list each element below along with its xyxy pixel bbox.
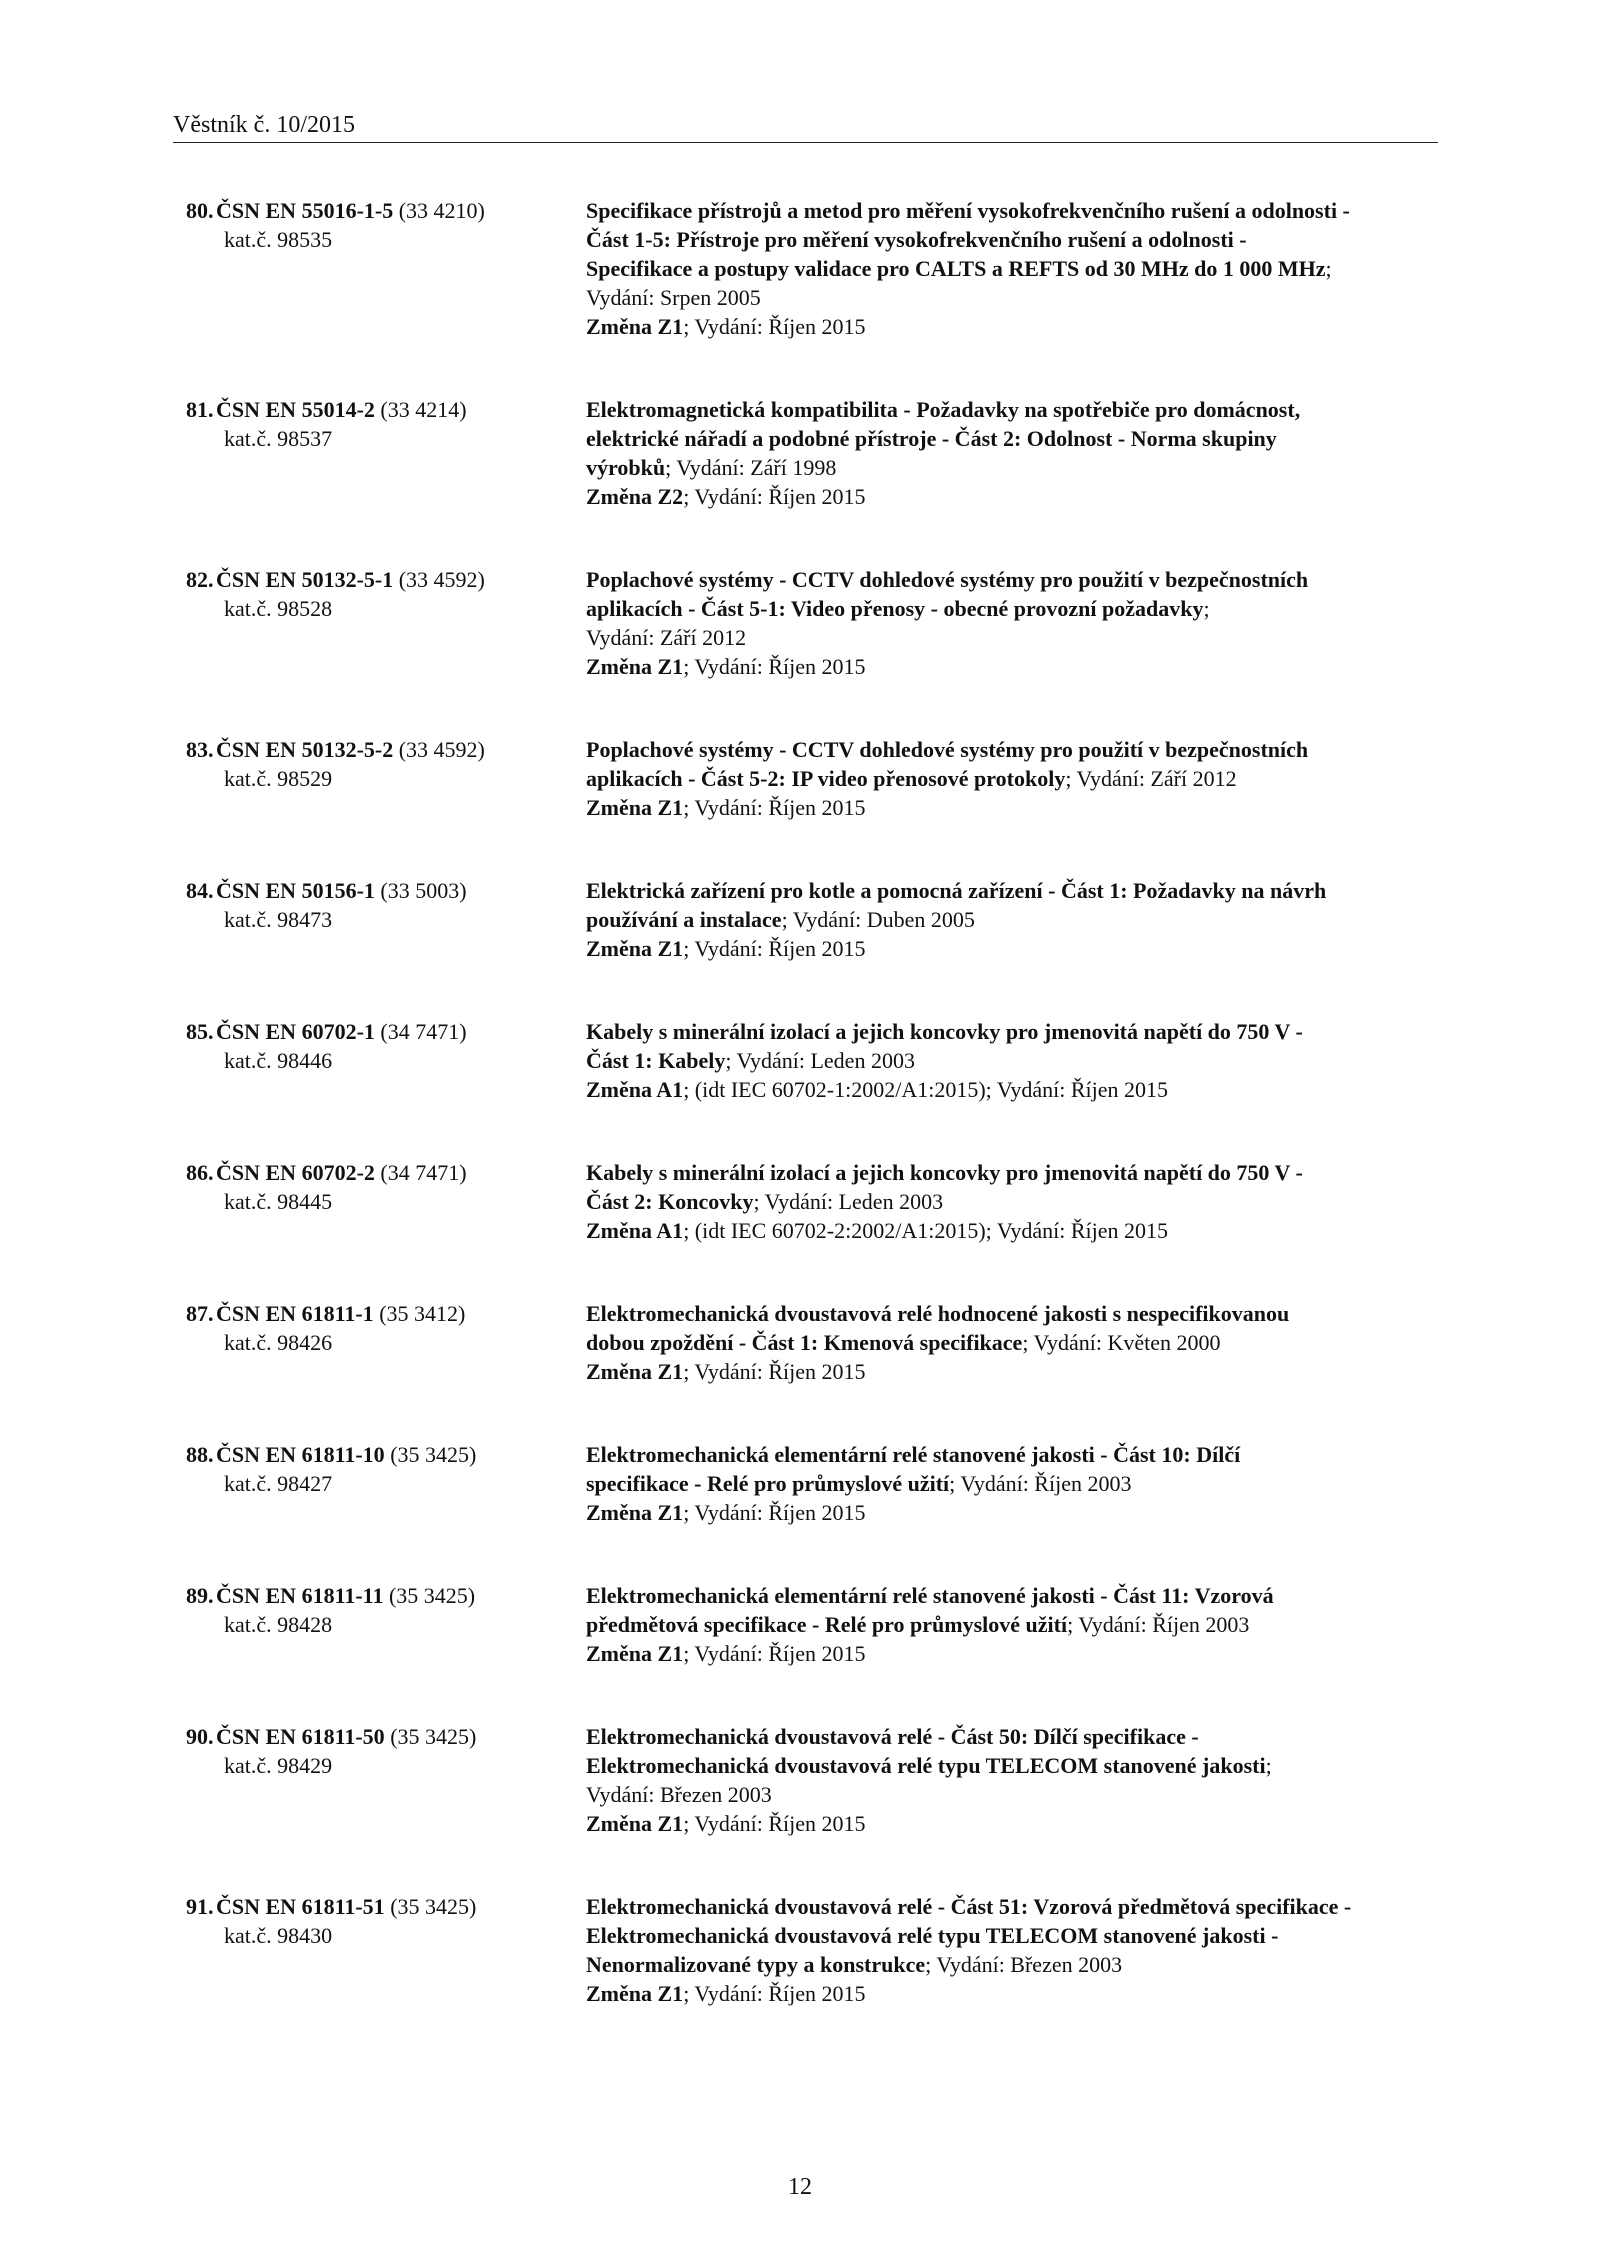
detail-text: ; Vydání: Říjen 2015 xyxy=(683,795,866,820)
classification-code: (33 4592) xyxy=(398,737,485,762)
entry-identifier xyxy=(186,735,566,793)
detail-text: ; Vydání: Říjen 2015 xyxy=(683,314,866,339)
description-line xyxy=(586,395,1446,424)
title-text: Část 1-5: Přístroje pro měření vysokofrekvenčního rušení a odolnosti - xyxy=(586,227,1247,252)
detail-text: ; Vydání: Březen 2003 xyxy=(925,1952,1123,1977)
entry-number: 82. xyxy=(186,567,214,592)
detail-text: ; Vydání: Říjen 2003 xyxy=(1067,1612,1250,1637)
title-text: používání a instalace xyxy=(586,907,782,932)
entry-description xyxy=(586,395,1446,511)
standard-code: ČSN EN 61811-50 xyxy=(216,1724,385,1749)
title-text: Poplachové systémy - CCTV dohledové systémy pro použití v bezpečnostních xyxy=(586,737,1309,762)
entry-description xyxy=(586,876,1446,963)
detail-text: ; Vydání: Květen 2000 xyxy=(1022,1330,1221,1355)
bulletin-title: Věstník č. 10/2015 xyxy=(173,112,355,138)
standard-code: ČSN EN 61811-11 xyxy=(216,1583,384,1608)
entry-code-line xyxy=(186,1017,566,1046)
classification-code: (33 4214) xyxy=(380,397,467,422)
classification-code: (35 3425) xyxy=(388,1583,476,1608)
detail-text: ; Vydání: Říjen 2015 xyxy=(683,1641,866,1666)
detail-text: ; Vydání: Říjen 2015 xyxy=(683,936,866,961)
entry-number: 88. xyxy=(186,1442,214,1467)
title-text: Změna Z1 xyxy=(586,1981,684,2006)
entry-description xyxy=(586,196,1446,341)
catalog-number: kat.č. 98428 xyxy=(224,1612,333,1637)
standard-entry xyxy=(0,1581,1600,1668)
standard-entry xyxy=(0,565,1600,681)
classification-code: (33 5003) xyxy=(380,878,467,903)
standard-code: ČSN EN 55016-1-5 xyxy=(216,198,394,223)
classification-code: (34 7471) xyxy=(380,1019,467,1044)
classification-code: (35 3425) xyxy=(390,1894,477,1919)
title-text: Elektromechanická elementární relé stanovené jakosti - Část 11: Vzorová xyxy=(586,1583,1274,1608)
detail-text: ; Vydání: Říjen 2015 xyxy=(683,1359,866,1384)
standard-entry xyxy=(0,1892,1600,2008)
detail-text: Vydání: Srpen 2005 xyxy=(586,285,761,310)
title-text: Poplachové systémy - CCTV dohledové systémy pro použití v bezpečnostních xyxy=(586,567,1309,592)
detail-text: ; Vydání: Říjen 2015 xyxy=(683,654,866,679)
entry-code-line xyxy=(186,565,566,594)
description-line xyxy=(586,1892,1446,1921)
title-text: aplikacích - Část 5-1: Video přenosy - obecné provozní požadavky xyxy=(586,596,1204,621)
title-text: Změna Z1 xyxy=(586,314,684,339)
entry-number: 80. xyxy=(186,198,214,223)
entry-number: 89. xyxy=(186,1583,214,1608)
entry-code-line xyxy=(186,876,566,905)
title-text: Změna Z2 xyxy=(586,484,684,509)
entry-identifier xyxy=(186,196,566,254)
entry-description xyxy=(586,1440,1446,1527)
detail-text: Vydání: Březen 2003 xyxy=(586,1782,772,1807)
description-line xyxy=(586,424,1446,453)
description-line xyxy=(586,1639,1446,1668)
description-line xyxy=(586,1440,1446,1469)
classification-code: (35 3412) xyxy=(379,1301,466,1326)
standard-entry xyxy=(0,196,1600,341)
detail-text: Vydání: Září 2012 xyxy=(586,625,747,650)
detail-text: ; xyxy=(1265,1753,1272,1778)
entry-description xyxy=(586,1892,1446,2008)
entry-number: 84. xyxy=(186,878,214,903)
title-text: Kabely s minerální izolací a jejich koncovky pro jmenovitá napětí do 750 V - xyxy=(586,1019,1303,1044)
entry-number: 86. xyxy=(186,1160,214,1185)
entry-number: 90. xyxy=(186,1724,214,1749)
title-text: výrobků xyxy=(586,455,666,480)
title-text: Specifikace a postupy validace pro CALTS a REFTS od 30 MHz do 1 000 MHz xyxy=(586,256,1326,281)
catalog-number: kat.č. 98426 xyxy=(224,1330,333,1355)
entry-description xyxy=(586,1017,1446,1104)
description-line xyxy=(586,1780,1446,1809)
standard-entry xyxy=(0,1158,1600,1245)
standard-code: ČSN EN 50132-5-2 xyxy=(216,737,394,762)
standard-entry xyxy=(0,1440,1600,1527)
catalog-number: kat.č. 98535 xyxy=(224,227,333,252)
description-line xyxy=(586,1158,1446,1187)
entry-identifier xyxy=(186,1722,566,1780)
description-line xyxy=(586,594,1446,623)
title-text: Elektromechanická dvoustavová relé - Část 50: Dílčí specifikace - xyxy=(586,1724,1199,1749)
description-line xyxy=(586,1581,1446,1610)
entry-number: 87. xyxy=(186,1301,214,1326)
entry-code-line xyxy=(186,735,566,764)
title-text: elektrické nářadí a podobné přístroje - Část 2: Odolnost - Norma skupiny xyxy=(586,426,1277,451)
entry-identifier xyxy=(186,1299,566,1357)
page-number: 12 xyxy=(788,2174,812,2200)
description-line xyxy=(586,1610,1446,1639)
standard-code: ČSN EN 61811-10 xyxy=(216,1442,385,1467)
entry-code-line xyxy=(186,196,566,225)
description-line xyxy=(586,652,1446,681)
detail-text: ; Vydání: Říjen 2015 xyxy=(683,484,866,509)
description-line xyxy=(586,1950,1446,1979)
standard-entry xyxy=(0,1017,1600,1104)
detail-text: ; Vydání: Leden 2003 xyxy=(725,1048,915,1073)
detail-text: ; Vydání: Říjen 2015 xyxy=(683,1981,866,2006)
standard-code: ČSN EN 50132-5-1 xyxy=(216,567,394,592)
description-line xyxy=(586,1751,1446,1780)
standard-code: ČSN EN 61811-51 xyxy=(216,1894,385,1919)
entry-number: 85. xyxy=(186,1019,214,1044)
catalog-number: kat.č. 98429 xyxy=(224,1753,333,1778)
title-text: Elektromechanická dvoustavová relé hodnocené jakosti s nespecifikovanou xyxy=(586,1301,1290,1326)
description-line xyxy=(586,934,1446,963)
title-text: Změna A1 xyxy=(586,1077,684,1102)
detail-text: ; Vydání: Říjen 2015 xyxy=(683,1500,866,1525)
entry-identifier xyxy=(186,1440,566,1498)
catalog-number: kat.č. 98427 xyxy=(224,1471,333,1496)
standard-entry xyxy=(0,1299,1600,1386)
title-text: Změna Z1 xyxy=(586,1641,684,1666)
standard-code: ČSN EN 55014-2 xyxy=(216,397,375,422)
entry-code-line xyxy=(186,1158,566,1187)
title-text: Nenormalizované typy a konstrukce xyxy=(586,1952,926,1977)
description-line xyxy=(586,1075,1446,1104)
entry-description xyxy=(586,1722,1446,1838)
entry-description xyxy=(586,565,1446,681)
description-line xyxy=(586,312,1446,341)
detail-text: ; Vydání: Duben 2005 xyxy=(781,907,975,932)
classification-code: (33 4592) xyxy=(398,567,485,592)
detail-text: ; Vydání: Září 1998 xyxy=(665,455,837,480)
title-text: Elektrická zařízení pro kotle a pomocná zařízení - Část 1: Požadavky na návrh xyxy=(586,878,1327,903)
standard-entry xyxy=(0,395,1600,511)
title-text: Kabely s minerální izolací a jejich koncovky pro jmenovitá napětí do 750 V - xyxy=(586,1160,1303,1185)
standard-entry xyxy=(0,1722,1600,1838)
catalog-number: kat.č. 98537 xyxy=(224,426,333,451)
title-text: Část 1: Kabely xyxy=(586,1048,726,1073)
entry-number: 83. xyxy=(186,737,214,762)
entry-number: 81. xyxy=(186,397,214,422)
entry-identifier xyxy=(186,1892,566,1950)
detail-text: ; Vydání: Leden 2003 xyxy=(753,1189,944,1214)
description-line xyxy=(586,453,1446,482)
standard-code: ČSN EN 50156-1 xyxy=(216,878,375,903)
entry-description xyxy=(586,735,1446,822)
title-text: Specifikace přístrojů a metod pro měření vysokofrekvenčního rušení a odolnosti - xyxy=(586,198,1350,223)
entry-identifier xyxy=(186,1158,566,1216)
description-line xyxy=(586,1328,1446,1357)
entry-identifier xyxy=(186,1581,566,1639)
standard-code: ČSN EN 60702-1 xyxy=(216,1019,375,1044)
title-text: Změna Z1 xyxy=(586,936,684,961)
description-line xyxy=(586,1469,1446,1498)
description-line xyxy=(586,905,1446,934)
description-line xyxy=(586,1921,1446,1950)
title-text: Elektromechanická dvoustavová relé typu TELECOM stanovené jakosti - xyxy=(586,1923,1279,1948)
entry-code-line xyxy=(186,1722,566,1751)
description-line xyxy=(586,225,1446,254)
description-line xyxy=(586,1017,1446,1046)
classification-code: (35 3425) xyxy=(390,1724,477,1749)
standard-entry xyxy=(0,735,1600,822)
entry-code-line xyxy=(186,1440,566,1469)
title-text: Změna A1 xyxy=(586,1218,684,1243)
description-line xyxy=(586,793,1446,822)
entry-identifier xyxy=(186,876,566,934)
detail-text: ; (idt IEC 60702-1:2002/A1:2015); Vydání: Říjen 2015 xyxy=(683,1077,1168,1102)
description-line xyxy=(586,764,1446,793)
description-line xyxy=(586,1357,1446,1386)
title-text: Změna Z1 xyxy=(586,795,684,820)
detail-text: ; (idt IEC 60702-2:2002/A1:2015); Vydání: Říjen 2015 xyxy=(683,1218,1168,1243)
detail-text: ; Vydání: Září 2012 xyxy=(1065,766,1237,791)
title-text: dobou zpoždění - Část 1: Kmenová specifikace xyxy=(586,1330,1023,1355)
title-text: Elektromagnetická kompatibilita - Požadavky na spotřebiče pro domácnost, xyxy=(586,397,1301,422)
catalog-number: kat.č. 98473 xyxy=(224,907,333,932)
title-text: Elektromechanická dvoustavová relé - Část 51: Vzorová předmětová specifikace - xyxy=(586,1894,1352,1919)
title-text: Změna Z1 xyxy=(586,654,684,679)
description-line xyxy=(586,565,1446,594)
classification-code: (33 4210) xyxy=(398,198,485,223)
standard-code: ČSN EN 60702-2 xyxy=(216,1160,375,1185)
description-line xyxy=(586,1187,1446,1216)
description-line xyxy=(586,1498,1446,1527)
description-line xyxy=(586,1216,1446,1245)
description-line xyxy=(586,283,1446,312)
description-line xyxy=(586,1722,1446,1751)
entry-description xyxy=(586,1158,1446,1245)
catalog-number: kat.č. 98528 xyxy=(224,596,333,621)
description-line xyxy=(586,1299,1446,1328)
description-line xyxy=(586,254,1446,283)
entry-number: 91. xyxy=(186,1894,214,1919)
detail-text: ; Vydání: Říjen 2003 xyxy=(949,1471,1132,1496)
title-text: Změna Z1 xyxy=(586,1500,684,1525)
title-text: Část 2: Koncovky xyxy=(586,1189,754,1214)
detail-text: ; xyxy=(1203,596,1210,621)
title-text: Změna Z1 xyxy=(586,1811,684,1836)
entry-code-line xyxy=(186,1892,566,1921)
detail-text: ; xyxy=(1325,256,1332,281)
entry-description xyxy=(586,1299,1446,1386)
entry-code-line xyxy=(186,395,566,424)
title-text: předmětová specifikace - Relé pro průmyslové užití xyxy=(586,1612,1068,1637)
catalog-number: kat.č. 98445 xyxy=(224,1189,333,1214)
page-header xyxy=(173,110,1438,143)
description-line xyxy=(586,1046,1446,1075)
entry-code-line xyxy=(186,1299,566,1328)
entry-description xyxy=(586,1581,1446,1668)
description-line xyxy=(586,735,1446,764)
classification-code: (34 7471) xyxy=(380,1160,467,1185)
description-line xyxy=(586,1979,1446,2008)
description-line xyxy=(586,196,1446,225)
entry-code-line xyxy=(186,1581,566,1610)
standard-entry xyxy=(0,876,1600,963)
description-line xyxy=(586,623,1446,652)
catalog-number: kat.č. 98430 xyxy=(224,1923,333,1948)
entry-identifier xyxy=(186,395,566,453)
classification-code: (35 3425) xyxy=(390,1442,477,1467)
entry-identifier xyxy=(186,1017,566,1075)
catalog-number: kat.č. 98446 xyxy=(224,1048,333,1073)
detail-text: ; Vydání: Říjen 2015 xyxy=(683,1811,866,1836)
title-text: aplikacích - Část 5-2: IP video přenosové protokoly xyxy=(586,766,1066,791)
entry-identifier xyxy=(186,565,566,623)
catalog-number: kat.č. 98529 xyxy=(224,766,333,791)
title-text: Elektromechanická elementární relé stanovené jakosti - Část 10: Dílčí xyxy=(586,1442,1241,1467)
description-line xyxy=(586,482,1446,511)
standard-code: ČSN EN 61811-1 xyxy=(216,1301,374,1326)
title-text: specifikace - Relé pro průmyslové užití xyxy=(586,1471,950,1496)
title-text: Změna Z1 xyxy=(586,1359,684,1384)
description-line xyxy=(586,876,1446,905)
title-text: Elektromechanická dvoustavová relé typu TELECOM stanovené jakosti xyxy=(586,1753,1266,1778)
standards-list xyxy=(0,196,1600,2062)
description-line xyxy=(586,1809,1446,1838)
